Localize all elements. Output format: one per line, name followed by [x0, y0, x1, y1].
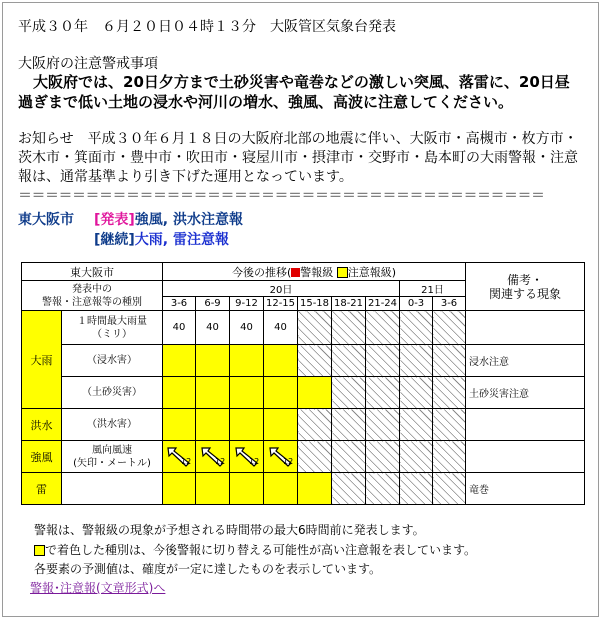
advisory-cell: [196, 473, 230, 505]
continued-line: [94, 229, 229, 249]
outside-range-cell: [332, 345, 366, 377]
table-row: [22, 377, 585, 409]
value-cell: 40: [264, 311, 298, 345]
outside-range-cell: [366, 473, 400, 505]
advisory-cell: [230, 345, 264, 377]
wind-arrow-icon: [165, 445, 193, 469]
advisory-cell: [230, 441, 264, 473]
row-group: 洪水: [22, 409, 62, 441]
row-group: 大雨: [22, 311, 62, 409]
row-item: [62, 473, 163, 505]
footnote-2: [34, 541, 476, 558]
outside-range-cell: [433, 441, 466, 473]
advisory-cell: [163, 473, 196, 505]
row-group: 雷: [22, 473, 62, 505]
trend-title: 今後の推移(: [231, 265, 292, 279]
advisory-cell: [264, 345, 298, 377]
outside-range-cell: [400, 377, 433, 409]
advisory-legend-swatch: [337, 267, 348, 278]
summary-title: 大阪府の注意警戒事項: [18, 56, 158, 72]
advisory-cell: [163, 409, 196, 441]
issued-line: [94, 209, 243, 229]
wind-speed-label: 12: [248, 456, 259, 466]
type-header: 発表中の 警報・注意報等の種別: [22, 281, 163, 311]
advisory-cell: [163, 377, 196, 409]
outside-range-cell: [366, 409, 400, 441]
advisory-cell: [264, 441, 298, 473]
row-remark: [466, 409, 585, 441]
outside-range-cell: [298, 441, 332, 473]
advisory-cell: [264, 409, 298, 441]
outside-range-cell: [366, 441, 400, 473]
time-slot-7: 0-3: [400, 297, 433, 311]
outside-range-cell: [332, 441, 366, 473]
outside-range-cell: [400, 345, 433, 377]
advisory-cell: [163, 345, 196, 377]
advisory-cell: [230, 377, 264, 409]
advisory-cell: [298, 473, 332, 505]
wind-speed-label: 12: [214, 456, 225, 466]
time-slot-4: 15-18: [298, 297, 332, 311]
advisory-cell: [196, 441, 230, 473]
outside-range-cell: [332, 377, 366, 409]
table-row: [22, 441, 585, 473]
outside-range-cell: [433, 377, 466, 409]
row-item: （浸水害）: [62, 345, 163, 377]
issued-tag: [発表]: [94, 212, 135, 228]
time-slot-8: 3-6: [433, 297, 466, 311]
row-item: 風向風速 (矢印・メートル): [62, 441, 163, 473]
issued-items: 強風, 洪水注意報: [134, 212, 243, 228]
row-remark: 竜巻: [466, 473, 585, 505]
outside-range-cell: [400, 441, 433, 473]
advisory-cell: [230, 409, 264, 441]
outside-range-cell: [400, 409, 433, 441]
summary-body: 大阪府では、20日夕方まで土砂災害や竜巻などの激しい突風、落雷に、20日昼過ぎまで低い土地の浸水や河川の増水、強風、高波に注意してください。: [18, 73, 570, 111]
footnote-1: 警報は、警報級の現象が予想される時間帯の最大6時間前に発表します。: [34, 523, 425, 537]
outside-range-cell: [366, 345, 400, 377]
advisory-cell: [196, 409, 230, 441]
issue-header: 平成３０年 ６月２０日０４時１３分 大阪管区気象台発表: [18, 19, 396, 35]
legend-warning: 警報級: [300, 265, 334, 279]
row-item: （土砂災害）: [62, 377, 163, 409]
outside-range-cell: [433, 409, 466, 441]
trend-header: [163, 263, 466, 281]
advisory-cell: [196, 377, 230, 409]
time-slot-2: 9-12: [230, 297, 264, 311]
outside-range-cell: [366, 377, 400, 409]
remarks-header: 備考・ 関連する現象: [466, 263, 585, 311]
value-cell: 40: [196, 311, 230, 345]
advisory-cell: [264, 377, 298, 409]
outside-range-cell: [366, 311, 400, 345]
advisory-cell: [298, 377, 332, 409]
row-item: １時間最大雨量 （ミリ）: [62, 311, 163, 345]
advisory-cell: [230, 473, 264, 505]
outside-range-cell: [332, 311, 366, 345]
value-cell: 40: [163, 311, 196, 345]
time-slot-5: 18-21: [332, 297, 366, 311]
wind-arrow-icon: [233, 445, 261, 469]
notice-text: お知らせ 平成３０年６月１８日の大阪府北部の地震に伴い、大阪市・高槻市・枚方市・茨木市・箕面市・豊中市・吹田市・寝屋川市・摂津市・交野市・島本町の大雨警報・注意報は、通常基準より引き下げた運用となっています。: [18, 131, 578, 185]
table-row: [22, 473, 585, 505]
warning-legend-swatch: [291, 268, 300, 277]
outside-range-cell: [433, 473, 466, 505]
footnote-3: 各要素の予測値は、確度が一定に達したものを表示しています。: [34, 562, 382, 576]
wind-arrow-icon: [267, 445, 295, 469]
time-slot-0: 3-6: [163, 297, 196, 311]
row-item: （洪水害）: [62, 409, 163, 441]
outside-range-cell: [433, 311, 466, 345]
outside-range-cell: [298, 311, 332, 345]
advisory-cell: [163, 441, 196, 473]
advisory-cell: [264, 473, 298, 505]
wind-arrow-icon: [199, 445, 227, 469]
outside-range-cell: [298, 409, 332, 441]
row-remark: [466, 311, 585, 345]
continued-items: 大雨, 雷注意報: [134, 232, 229, 248]
row-remark: [466, 441, 585, 473]
time-slot-6: 21-24: [366, 297, 400, 311]
notice-separator: ＝＝＝＝＝＝＝＝＝＝＝＝＝＝＝＝＝＝＝＝＝＝＝＝＝＝＝＝＝＝＝＝＝＝＝＝＝＝＝: [18, 188, 545, 204]
table-row: [22, 311, 585, 345]
notice: [18, 130, 583, 206]
outside-range-cell: [433, 345, 466, 377]
continued-tag: [継続]: [94, 232, 135, 248]
outside-range-cell: [332, 409, 366, 441]
footnote-2-text: で着色した種別は、今後警報に切り替える可能性が高い注意報を表しています。: [45, 543, 477, 557]
row-remark: 土砂災害注意: [466, 377, 585, 409]
row-remark: 浸水注意: [466, 345, 585, 377]
row-group: 強風: [22, 441, 62, 473]
forecast-table: [21, 262, 585, 505]
value-cell: 40: [230, 311, 264, 345]
table-area-header: 東大阪市: [22, 263, 163, 281]
outside-range-cell: [400, 311, 433, 345]
outside-range-cell: [332, 473, 366, 505]
table-row: [22, 345, 585, 377]
wind-speed-label: 12: [282, 456, 293, 466]
advisory-swatch: [34, 545, 45, 556]
day2-header: 21日: [400, 281, 466, 297]
time-slot-1: 6-9: [196, 297, 230, 311]
table-row: [22, 409, 585, 441]
time-slot-3: 12-15: [264, 297, 298, 311]
legend-advisory: 注意報級): [347, 265, 397, 279]
area-name: 東大阪市: [18, 212, 74, 228]
day1-header: 20日: [163, 281, 400, 297]
outside-range-cell: [400, 473, 433, 505]
text-format-link[interactable]: 警報･注意報(文章形式)へ: [30, 581, 166, 595]
advisory-cell: [196, 345, 230, 377]
outside-range-cell: [298, 345, 332, 377]
wind-speed-label: 12: [181, 456, 192, 466]
